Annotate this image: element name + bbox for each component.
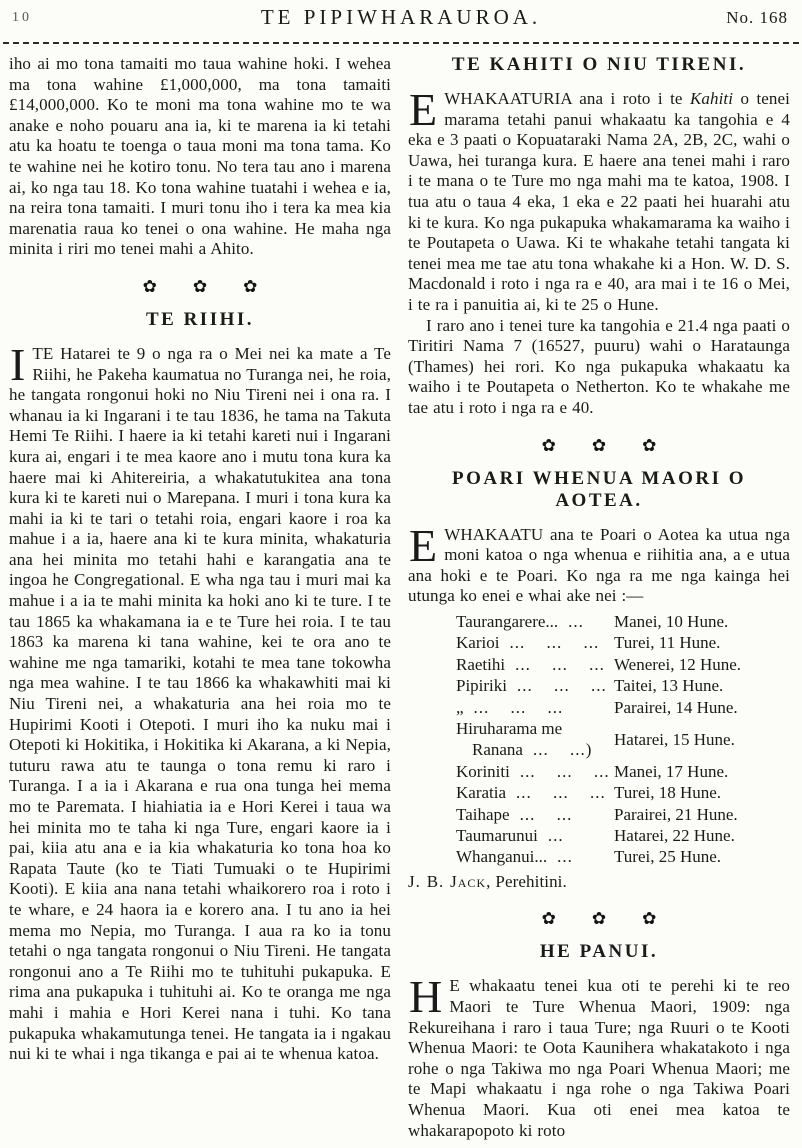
dot-leader: ... ... ... (519, 761, 610, 781)
place-line-1: Hiruharama me (456, 718, 563, 738)
date-cell: Turei, 11 Hune. (614, 633, 721, 653)
article-body-he-panui (408, 971, 790, 1141)
drop-cap: E (409, 84, 438, 135)
payment-schedule-table (456, 611, 780, 868)
date-cell: Wenerei, 12 Hune. (614, 654, 742, 674)
rosette-ornament-icon: ✿ (541, 909, 556, 929)
table-row (456, 825, 780, 846)
date-cell: Manei, 10 Hune. (614, 611, 729, 631)
table-row (456, 654, 780, 675)
table-row (456, 804, 780, 825)
rosette-ornament-icon: ✿ (142, 276, 157, 296)
rosette-ornament-icon: ✿ (642, 435, 657, 455)
masthead-title: TE PIPIWHARAUROA. (260, 5, 542, 29)
dot-leader: ... ... ... (516, 783, 606, 803)
continuation-paragraph: iho ai mo tona tamaiti mo taua wahine hoki. I wehea ma tona wahine £1,000,000, ma tona tamaiti £14,000,000. Ko te moni ma tona wahine mo te wa anake e noho pouaru ana ia, ki te marena ia ki tetahi atu ka hoatu te toenga o taua moni ma tona tama. Ko te wahine nei he kotiro tonu. No tera tau ano i marena ai, ko nga tau 18. Ko tona wahine tuatahi i wehea e ia, na reira tona tamaiti. I muri tonu iho i tera ka mea kia marenatia raua ko tenei o ona wahine. He maha nga minita i riri mo tenei mahi a Ahito. (9, 54, 391, 259)
article-text: TE Hatarei te 9 o nga ra o Mei nei ka mate a Te Riihi, he Pakeha kaumatua no Turanga nei, he roia, he tangata rongonui hoki no Niu Tireni nei i ona ra. I whanau ia ki Ingarani i te tau 1836, he tama na Takuta Hemi Te Riihi. I haere ia ki tetahi kareti nui i Ingarani kura ai, engari i te mea kaore ano i mutu tona kura ka haere mai ki Ahitereiria, a whakatutukitea ana tona kura ki te kareti nui o Marepana. I muri i tona kura ka mahi ia ki te tari o tetahi roia, engari kaore i roa ka mahue i a ia, haere ana ki te kura minita, whakaturia ana hei minita mo tetahi hahi e karangatia ana te ingoa he Congregational. E wha nga tau i muri mai ka mahue i a ia te mahi minita ka hoki ano ki te ture. I te tau 1865 ka whakamana ia e te Ture hei roia. I te tau 1863 ka marena ki tana wahine, kei te ora ano te wahine me nga tamariki, kotahi te mea tane tokowha nga mea wahine. I te tau 1866 ka whakawhiti mai ki Niu Tireni nei, a whakaturia ana hei roia mo te Hupirimi Kooti i Otepoti. I muri iho ka nuku mai i Otepoti ki Hokitika, i Hokitika ki Akarana, a ki Nepia, tuturu rawa atu te taunga o tona remu ki raro i Turanga. I a ia i Akarana e rua ona tunga hei mema mo te Paremata. I hiahiatia ia e Hori Kerei i taua wa hei minita mo te taha ki nga Ture, engari kaore ia i pai, kiia atu ana e ia kia whakaturia ko tona hoa ko Rapata Taute (ko te Tiati Tumuaki o te Hupirimi Kooti). E kiia ana nana tetahi whaikorero roa i roto i te whare, e 24 haora ia e korero ana. I tu ano ia hei mema mo Nepia, mo Turanga. I aua ra ko ia tonu tetahi o nga tangata rongonui o Niu Tireni. He tangata rongonui ano a Te Riihi mo te tuhituhi pukapuka. E rima ana pukapuka i tuhituhi ai. Ko te oranga me nga mahi i mahia e Hori Kerei nana i tuhi. Ko tana pukapuka whakamutunga tenei. He tangata ia i ngakau nui ki te whai i nga tikanga e pai ai te whenua katoa. (9, 343, 391, 1064)
right-column (408, 54, 790, 1141)
place-cell: „ (456, 697, 464, 717)
signature-line (408, 872, 790, 893)
place-cell: Raetihi (456, 654, 506, 674)
place-cell: Karioi (456, 633, 500, 653)
drop-cap: E (409, 519, 438, 571)
date-cell: Parairei, 14 Hune. (614, 697, 738, 717)
date-cell: Hatarei, 15 Hune. (614, 729, 735, 749)
rosette-ornament-icon: ✿ (591, 909, 607, 929)
date-cell: Turei, 18 Hune. (614, 783, 722, 803)
drop-cap: H (409, 971, 443, 1023)
dot-leader: ... (547, 825, 564, 845)
rosette-ornament-icon: ✿ (192, 276, 208, 296)
article-text: WHAKAATURIA ana i roto i te (444, 89, 690, 108)
table-row (456, 632, 780, 653)
signature-title: , Perehitini. (486, 871, 567, 891)
left-column (9, 54, 391, 1141)
drop-cap: I (10, 338, 26, 390)
table-row (456, 761, 780, 782)
article-heading-poari-aotea: POARI WHENUA MAORI O AOTEA. (451, 467, 747, 511)
place-line-2: Ranana ... ...) (472, 740, 593, 760)
page-number: 10 (12, 10, 32, 25)
table-row (456, 697, 780, 718)
dot-leader: ... ... ... (509, 633, 600, 653)
article-heading-te-riihi: TE RIIHI. (145, 308, 255, 330)
italic-word: Kahiti (689, 89, 734, 108)
place-cell: Taumarunui (456, 825, 538, 845)
section-divider-ornament (408, 910, 790, 927)
table-row (456, 675, 780, 696)
article-text: o tenei marama tetahi panui whakaatu ka tangohia e 4 eka e 3 paati o Kopuataraki Nama 2A, 2B, 2C, wahi o Uawa, hei turanga kura. E haere ana tenei mahi i raro i te mana o te Ture mo nga mahi ma te katoa, 1908. I tua atu o taua 4 eka, 1 eka e 22 paati hei huarahi atu ki te kura. Ko nga pukapuka whakamarama ka waiho i te Poutapeta o Uawa. Ki te whakahe tetahi tangata ki tenei mea me tae atu tona whakahe ki a Hon. W. D. S. Macdonald i roto i nga ra e 40, ara mai i te 16 o Mei, i te ra i panuitia ai, ki te 25 o Hune. (408, 89, 790, 314)
column-layout (0, 44, 802, 1141)
place-cell: Taurangarere... (456, 611, 559, 631)
place-cell: Pipiriki (456, 676, 508, 696)
table-row (456, 611, 780, 632)
dot-leader: ... ... ... (473, 697, 564, 717)
masthead (0, 0, 802, 37)
place-cell: Koriniti (456, 761, 510, 781)
place-cell: Karatia (456, 783, 507, 803)
issue-number: No. 168 (726, 8, 788, 27)
article-body-te-kahiti-p2: I raro ano i tenei ture ka tangohia e 21.4 nga paati o Tiritiri Nama 7 (16527, puuru) wahi o Harataunga (Thames) hei rori. Ko nga pukapuka whakaatu ka waiho i te Poutapeta o Netherton. Ko te whakahe me tae atu i roto i nga ra e 40. (408, 315, 790, 417)
article-body-te-kahiti-p1 (408, 84, 790, 316)
table-row (456, 846, 780, 867)
place-cell (456, 718, 614, 761)
dot-leader: ... (557, 847, 573, 867)
date-cell: Manei, 17 Hune. (614, 761, 729, 781)
article-heading-te-kahiti: TE KAHITI O NIU TIRENI. (451, 54, 747, 75)
place-cell: Taihape (456, 804, 510, 824)
dot-leader: ... (568, 611, 584, 631)
dot-leader: ... ... (519, 804, 573, 824)
section-divider-ornament (9, 278, 391, 295)
section-divider-ornament (408, 437, 790, 454)
dot-leader: ... ... ... (515, 654, 605, 674)
rosette-ornament-icon: ✿ (642, 909, 657, 929)
dot-leader: ... ...) (532, 740, 593, 760)
table-row (456, 782, 780, 803)
signature-name: J. B. Jack (408, 871, 487, 891)
rosette-ornament-icon: ✿ (541, 435, 556, 455)
rosette-ornament-icon: ✿ (591, 435, 607, 455)
article-heading-he-panui: HE PANUI. (539, 941, 659, 963)
dot-leader: ... ... ... (517, 676, 607, 696)
date-cell: Turei, 25 Hune. (614, 847, 722, 867)
rosette-ornament-icon: ✿ (243, 276, 258, 296)
place-cell: Whanganui... (456, 847, 548, 867)
date-cell: Taitei, 13 Hune. (614, 676, 724, 696)
article-body-te-riihi (9, 338, 391, 1065)
article-text: WHAKAATU ana te Poari o Aotea ka utua nga moni katoa o nga whenua e riihitia ana, a e utua ana hoki e te Poari. Ko nga ra me nga kainga hei utunga ko enei e whai ake nei :— (408, 524, 790, 606)
date-cell: Hatarei, 22 Hune. (614, 825, 735, 845)
article-text: E whakaatu tenei kua oti te perehi ki te reo Maori te Ture Whenua Maori, 1909: nga Rekureihana i raro i taua Ture; nga Ruuri o te Kooti Whenua Maori: te Oota Kaunihera whakatakoto i nga rohe o nga Takiwa mo nga Poari Whenua Maori; me te Mapi whakaatu i nga rohe o nga Takiwa Poari Whenua Maori. Kua oti enei mea katoa te whakarapopoto ki roto (408, 976, 790, 1140)
table-row (456, 718, 780, 761)
article-body-poari-intro (408, 519, 790, 607)
date-cell: Parairei, 21 Hune. (614, 804, 738, 824)
